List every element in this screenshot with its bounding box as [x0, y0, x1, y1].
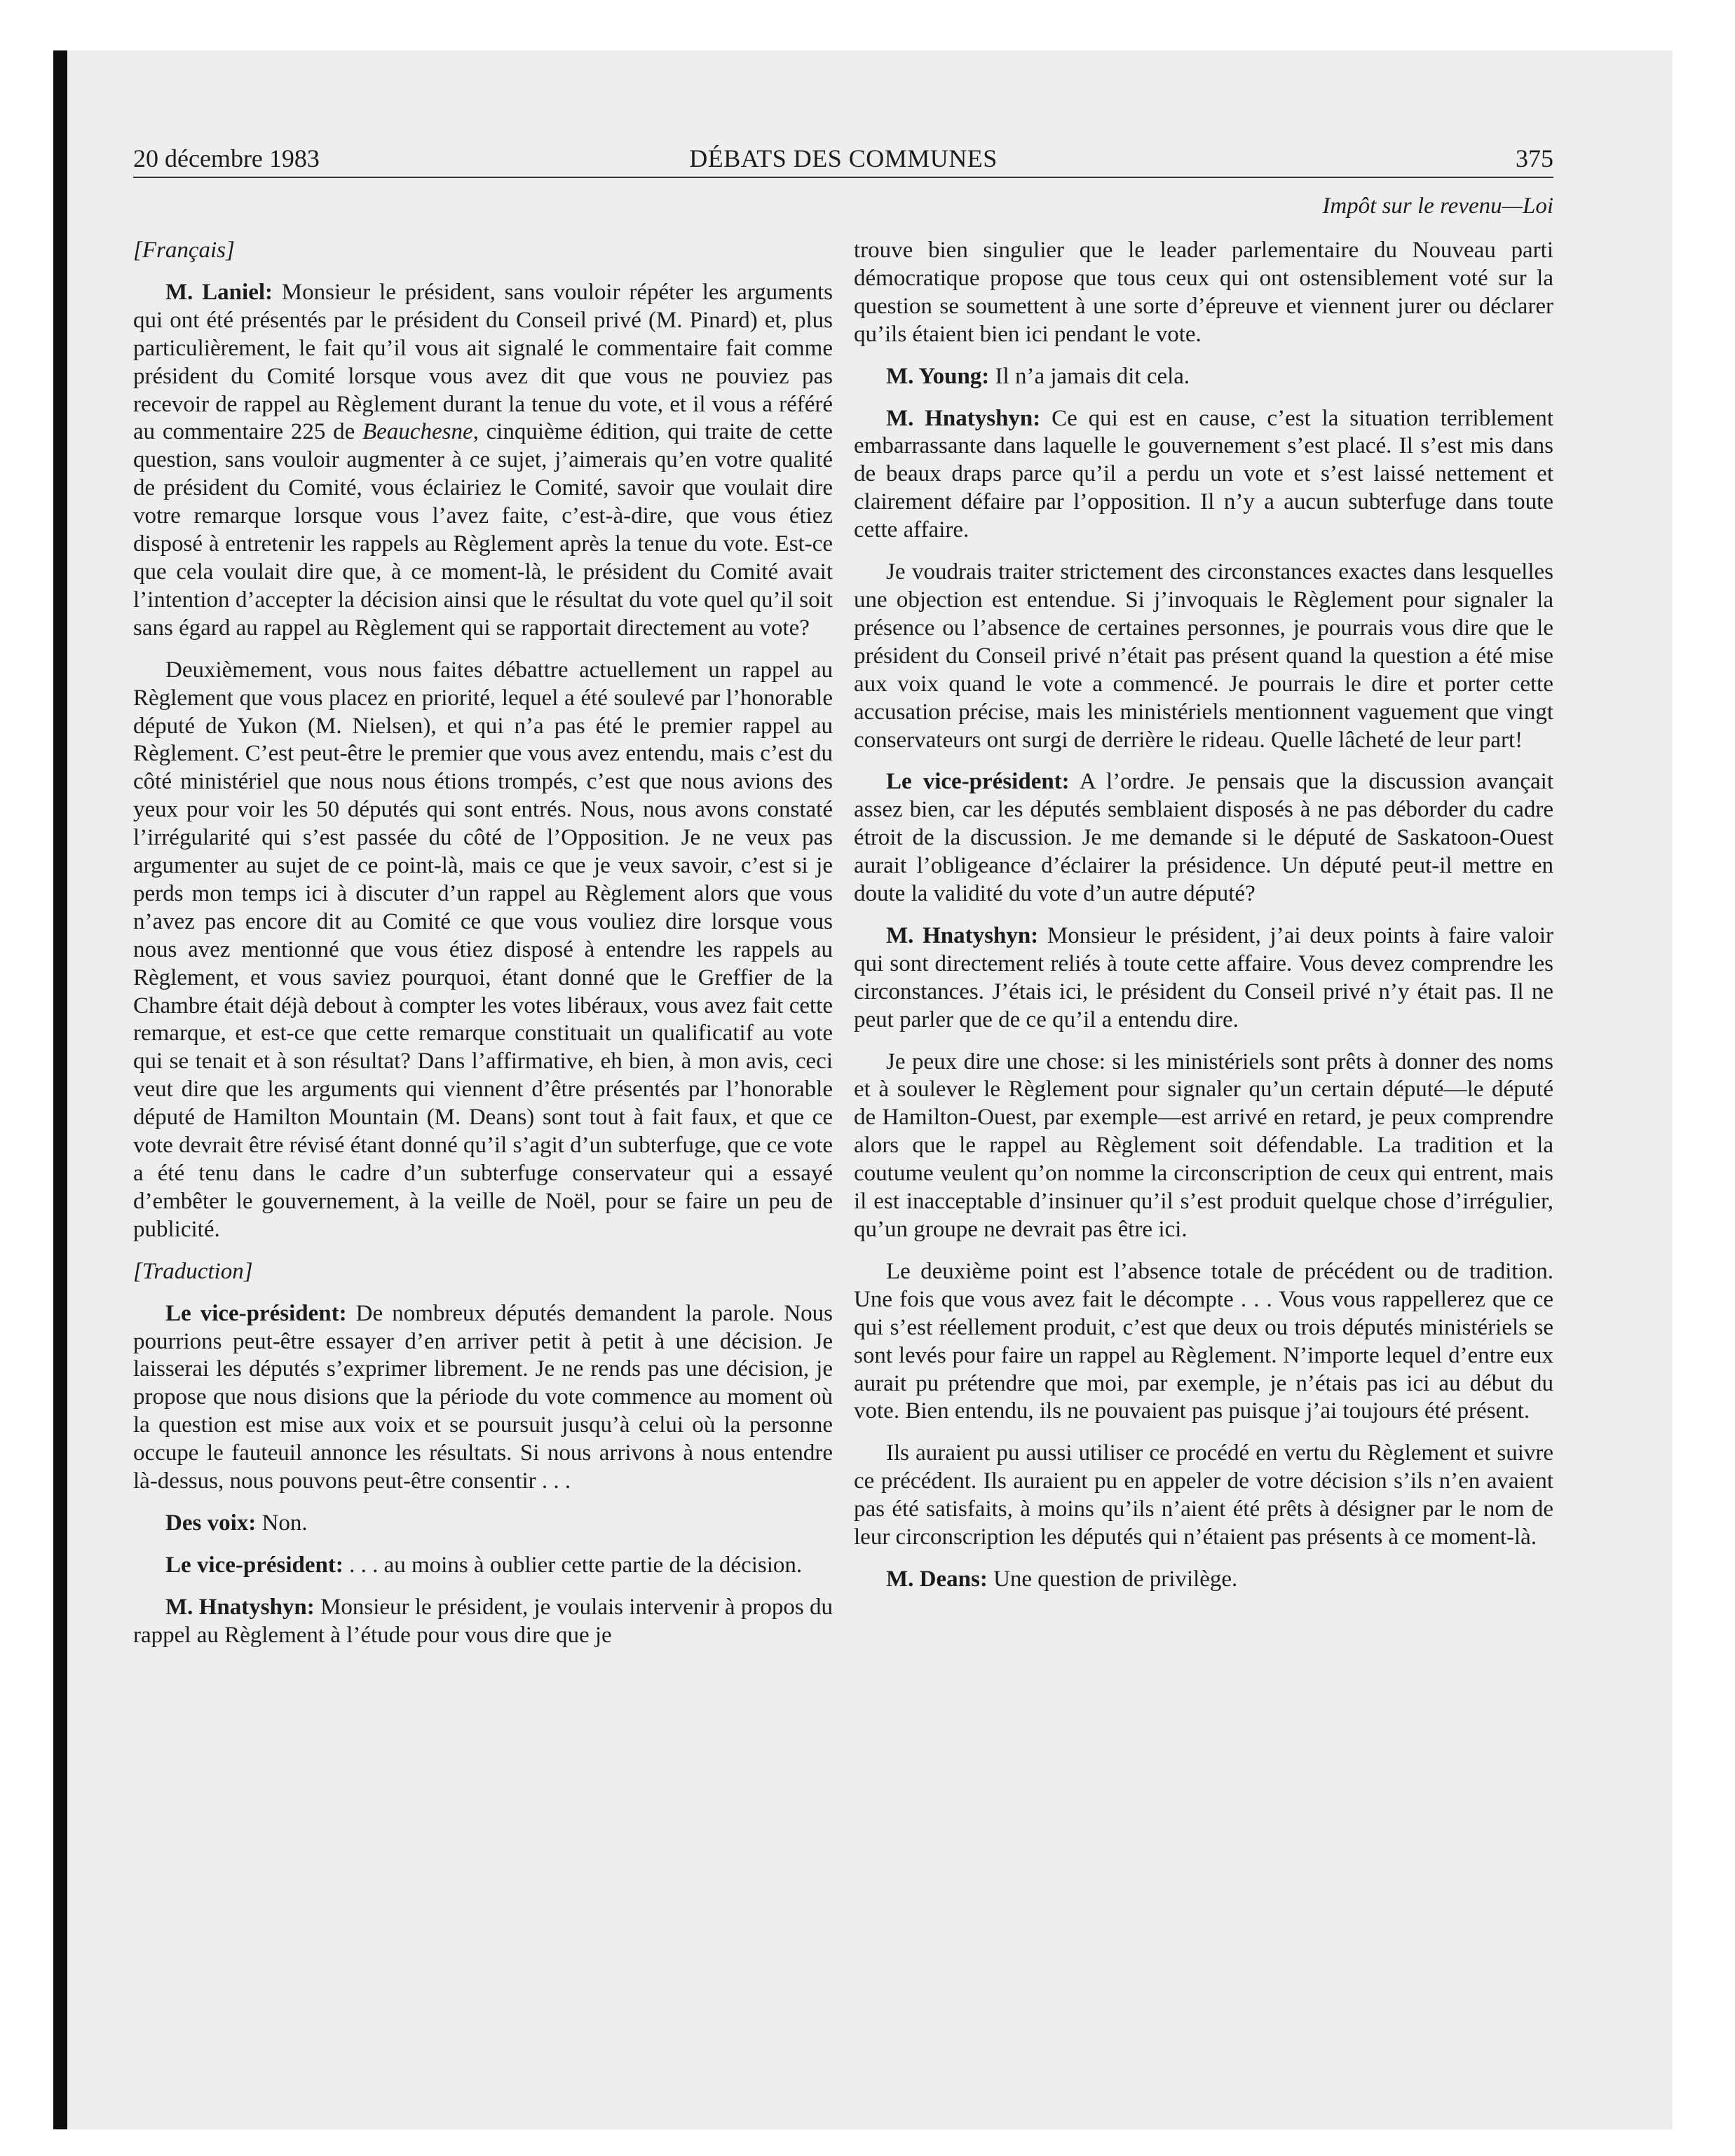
book-title: Beauchesne: [362, 419, 473, 445]
speaker-name: M. Hnatyshyn:: [886, 922, 1039, 948]
paragraph: Je peux dire une chose: si les ministériels sont prêts à donner des noms et à soulever le Règlement pour signaler qu’un certain député—le député de Hamilton-Ouest, par exemple—est arrivé en retard, je peux comprendre alors que le rappel au Règlement soit défendable. La tradition et la coutume veulent qu’on nomme la circonscription de ceux qui entrent, mais il est inacceptable d’insinuer qu’il s’est produit quelque chose d’irrégulier, qu’un groupe ne devrait pas être ici.: [854, 1049, 1553, 1242]
paragraph-text: A l’ordre. Je pensais que la discussion avançait assez bien, car les députés semblaient disposés à ne pas déborder du cadre étroit de la discussion. Je me demande si le député de Saskatoon-Ouest aurait l’obligeance d’éclairer la présidence. Un député peut-il mettre en doute la validité du vote d’un autre député?: [854, 769, 1553, 907]
paragraph: [854, 1566, 1553, 1594]
paragraph-text: Monsieur le président, je voulais intervenir à propos du rappel au Règlement à l’étude pour vous dire que je: [133, 1594, 833, 1648]
paragraph-text: De nombreux députés demandent la parole. Nous pourrions peut-être essayer d’en arriver petit à petit à une décision. Je laisserai les députés s’exprimer librement. Je ne rends pas une décision, je propose que nous disions que la période du vote commence au moment où la question est mise aux voix et se poursuit jusqu’à celui où la personne occupe le fauteuil annonce les résultats. Si nous arrivons à nous entendre là-dessus, nous pouvons peut-être consentir . . .: [133, 1300, 833, 1494]
paragraph: [854, 922, 1553, 1035]
paragraph-text: Monsieur le président, j’ai deux points à faire valoir qui sont directement reliés à toute cette affaire. Vous devez comprendre les circonstances. J’étais ici, le président du Conseil privé n’y était pas. Il ne peut parler que de ce qu’il a entendu dire.: [854, 922, 1553, 1032]
paragraph: [133, 1552, 833, 1580]
paragraph-text: Une question de privilège.: [987, 1566, 1238, 1592]
speaker-name: Le vice-président:: [165, 1552, 343, 1578]
speaker-name: M. Hnatyshyn:: [886, 405, 1041, 431]
speaker-name: M. Deans:: [886, 1566, 988, 1592]
language-tag: [Traduction]: [133, 1258, 253, 1284]
header-publication: DÉBATS DES COMMUNES: [689, 144, 998, 172]
paragraph: Ils auraient pu aussi utiliser ce procédé en vertu du Règlement et suivre ce précédent. Ils auraient pu en appeler de votre décision s’ils n’en avaient pas été satisfaits, à moins qu’ils n’aient été prêts à désigner par le nom de leur circonscription les députés qui n’étaient pas présents à ce moment-là.: [854, 1440, 1553, 1550]
header-subject: Impôt sur le revenu—Loi: [1322, 193, 1553, 219]
paragraph: Je voudrais traiter strictement des circonstances exactes dans lesquelles une objection est entendue. Si j’invoquais le Règlement pour signaler la présence ou l’absence de certaines personnes, je pourrais vous dire que le président du Conseil privé n’était pas présent quand la question a été mise aux voix quand le vote a commencé. Je pourrais le dire et porter cette accusation précise, mais les ministériels mentionnent vaguement que vingt conservateurs ont surgi de derrière le rideau. Quelle lâcheté de leur part!: [854, 559, 1553, 753]
paragraph: [854, 405, 1553, 545]
paragraph: [133, 1594, 833, 1650]
paragraph-text: , cinquième édition, qui traite de cette question, sans vouloir augmenter à ce sujet, j’aimerais qu’en votre qualité de président du Comité, vous éclairiez le Comité, savoir que voulait dire votre remarque lorsque vous l’avez faite, c’est-à-dire, que vous étiez disposé à entretenir les rappels au Règlement après la tenue du vote. Est-ce que cela voulait dire que, à ce moment-là, le président du Comité avait l’intention d’accepter la décision ainsi que le résultat du vote quel qu’il soit sans égard au rappel au Règlement qui se rapportait directement au vote?: [133, 419, 833, 641]
paragraph: [133, 1510, 833, 1538]
speaker-name: Le vice-président:: [886, 769, 1070, 795]
paragraph-text: . . . au moins à oublier cette partie de la décision.: [343, 1552, 803, 1578]
paragraph-text: Monsieur le président, sans vouloir répéter les arguments qui ont été présentés par le président du Conseil privé (M. Pinard) et, plus particulièrement, le fait qu’il vous ait signalé le commentaire fait comme président du Comité lorsque vous avez dit que vous ne pouviez pas recevoir de rappel au Règlement durant la tenue du vote, et il vous a référé au commentaire 225 de: [133, 279, 833, 445]
paragraph-text: Ce qui est en cause, c’est la situation terriblement embarrassante dans laquelle le gouvernement s’est placé. Il s’est mis dans de beaux draps parce qu’il a perdu un vote et s’est laissé nettement et clairement défaire par l’opposition. Il n’y a aucun subterfuge dans toute cette affaire.: [854, 405, 1553, 543]
paragraph: [133, 1300, 833, 1496]
paragraph: [133, 279, 833, 643]
paragraph: Deuxièmement, vous nous faites débattre actuellement un rappel au Règlement que vous placez en priorité, lequel a été soulevé par l’honorable député de Yukon (M. Nielsen), et qui n’a pas été le premier rappel au Règlement. C’est peut-être le premier que vous avez entendu, mais c’est du côté ministériel que nous nous étions trompés, c’est que nous avions des yeux pour voir les 50 députés qui sont entrés. Nous, nous avons constaté l’irrégularité qui s’est passée du côté de l’Opposition. Je ne veux pas argumenter au sujet de ce point-là, mais ce que je veux savoir, c’est si je perds mon temps ici à discuter d’un rappel au Règlement alors que vous n’avez pas encore dit au Comité ce que vous vouliez dire lorsque vous nous avez mentionné que vous étiez disposé à entendre les rappels au Règlement, et vous saviez pourquoi, étant donné que le Greffier de la Chambre était déjà debout à compter les votes libéraux, vous avez fait cette remarque, et est-ce que cette remarque constituait un qualificatif au vote qui se tenait et à son résultat? Dans l’affirmative, eh bien, à mon avis, ceci veut dire que les arguments qui viennent d’être présentés par l’honorable député de Hamilton Mountain (M. Deans) sont tout à fait faux, et que ce vote devrait être révisé étant donné qu’il s’agit d’un subterfuge, que ce vote a été tenu dans le cadre d’un subterfuge conservateur qui a essayé d’embêter le gouvernement, à la veille de Noël, pour se faire un peu de publicité.: [133, 657, 833, 1242]
left-column: [133, 237, 833, 1664]
speaker-name: M. Hnatyshyn:: [165, 1594, 315, 1620]
speaker-name: Le vice-président:: [165, 1300, 347, 1326]
language-tag: [Français]: [133, 238, 235, 263]
page-number: 375: [1516, 144, 1553, 172]
speaker-name: M. Young:: [886, 363, 990, 389]
paragraph: [854, 363, 1553, 391]
paragraph-text: Non.: [256, 1510, 308, 1536]
right-column: [854, 237, 1553, 1608]
speaker-name: Des voix:: [165, 1510, 257, 1536]
paragraph-text: Il n’a jamais dit cela.: [989, 363, 1190, 389]
speaker-name: M. Laniel:: [165, 279, 273, 305]
paragraph: [854, 768, 1553, 908]
running-header: [133, 140, 1553, 178]
scan-edge: [53, 50, 67, 2129]
paragraph: trouve bien singulier que le leader parlementaire du Nouveau parti démocratique propose que tous ceux qui ont ostensiblement voté sur la question se soumettent à une sorte d’épreuve et viennent jurer ou déclarer qu’ils étaient bien ici pendant le vote.: [854, 238, 1553, 347]
paragraph: Le deuxième point est l’absence totale de précédent ou de tradition. Une fois que vous avez fait le décompte . . . Vous vous rappellerez que ce qui s’est réellement produit, c’est que deux ou trois députés ministériels se sont levés pour faire un rappel au Règlement. N’importe lequel d’entre eux aurait pu prétendre que moi, par exemple, je n’étais pas ici au début du vote. Bien entendu, ils ne pouvaient pas puisque j’ai toujours été présent.: [854, 1258, 1553, 1424]
header-date: 20 décembre 1983: [133, 144, 320, 172]
